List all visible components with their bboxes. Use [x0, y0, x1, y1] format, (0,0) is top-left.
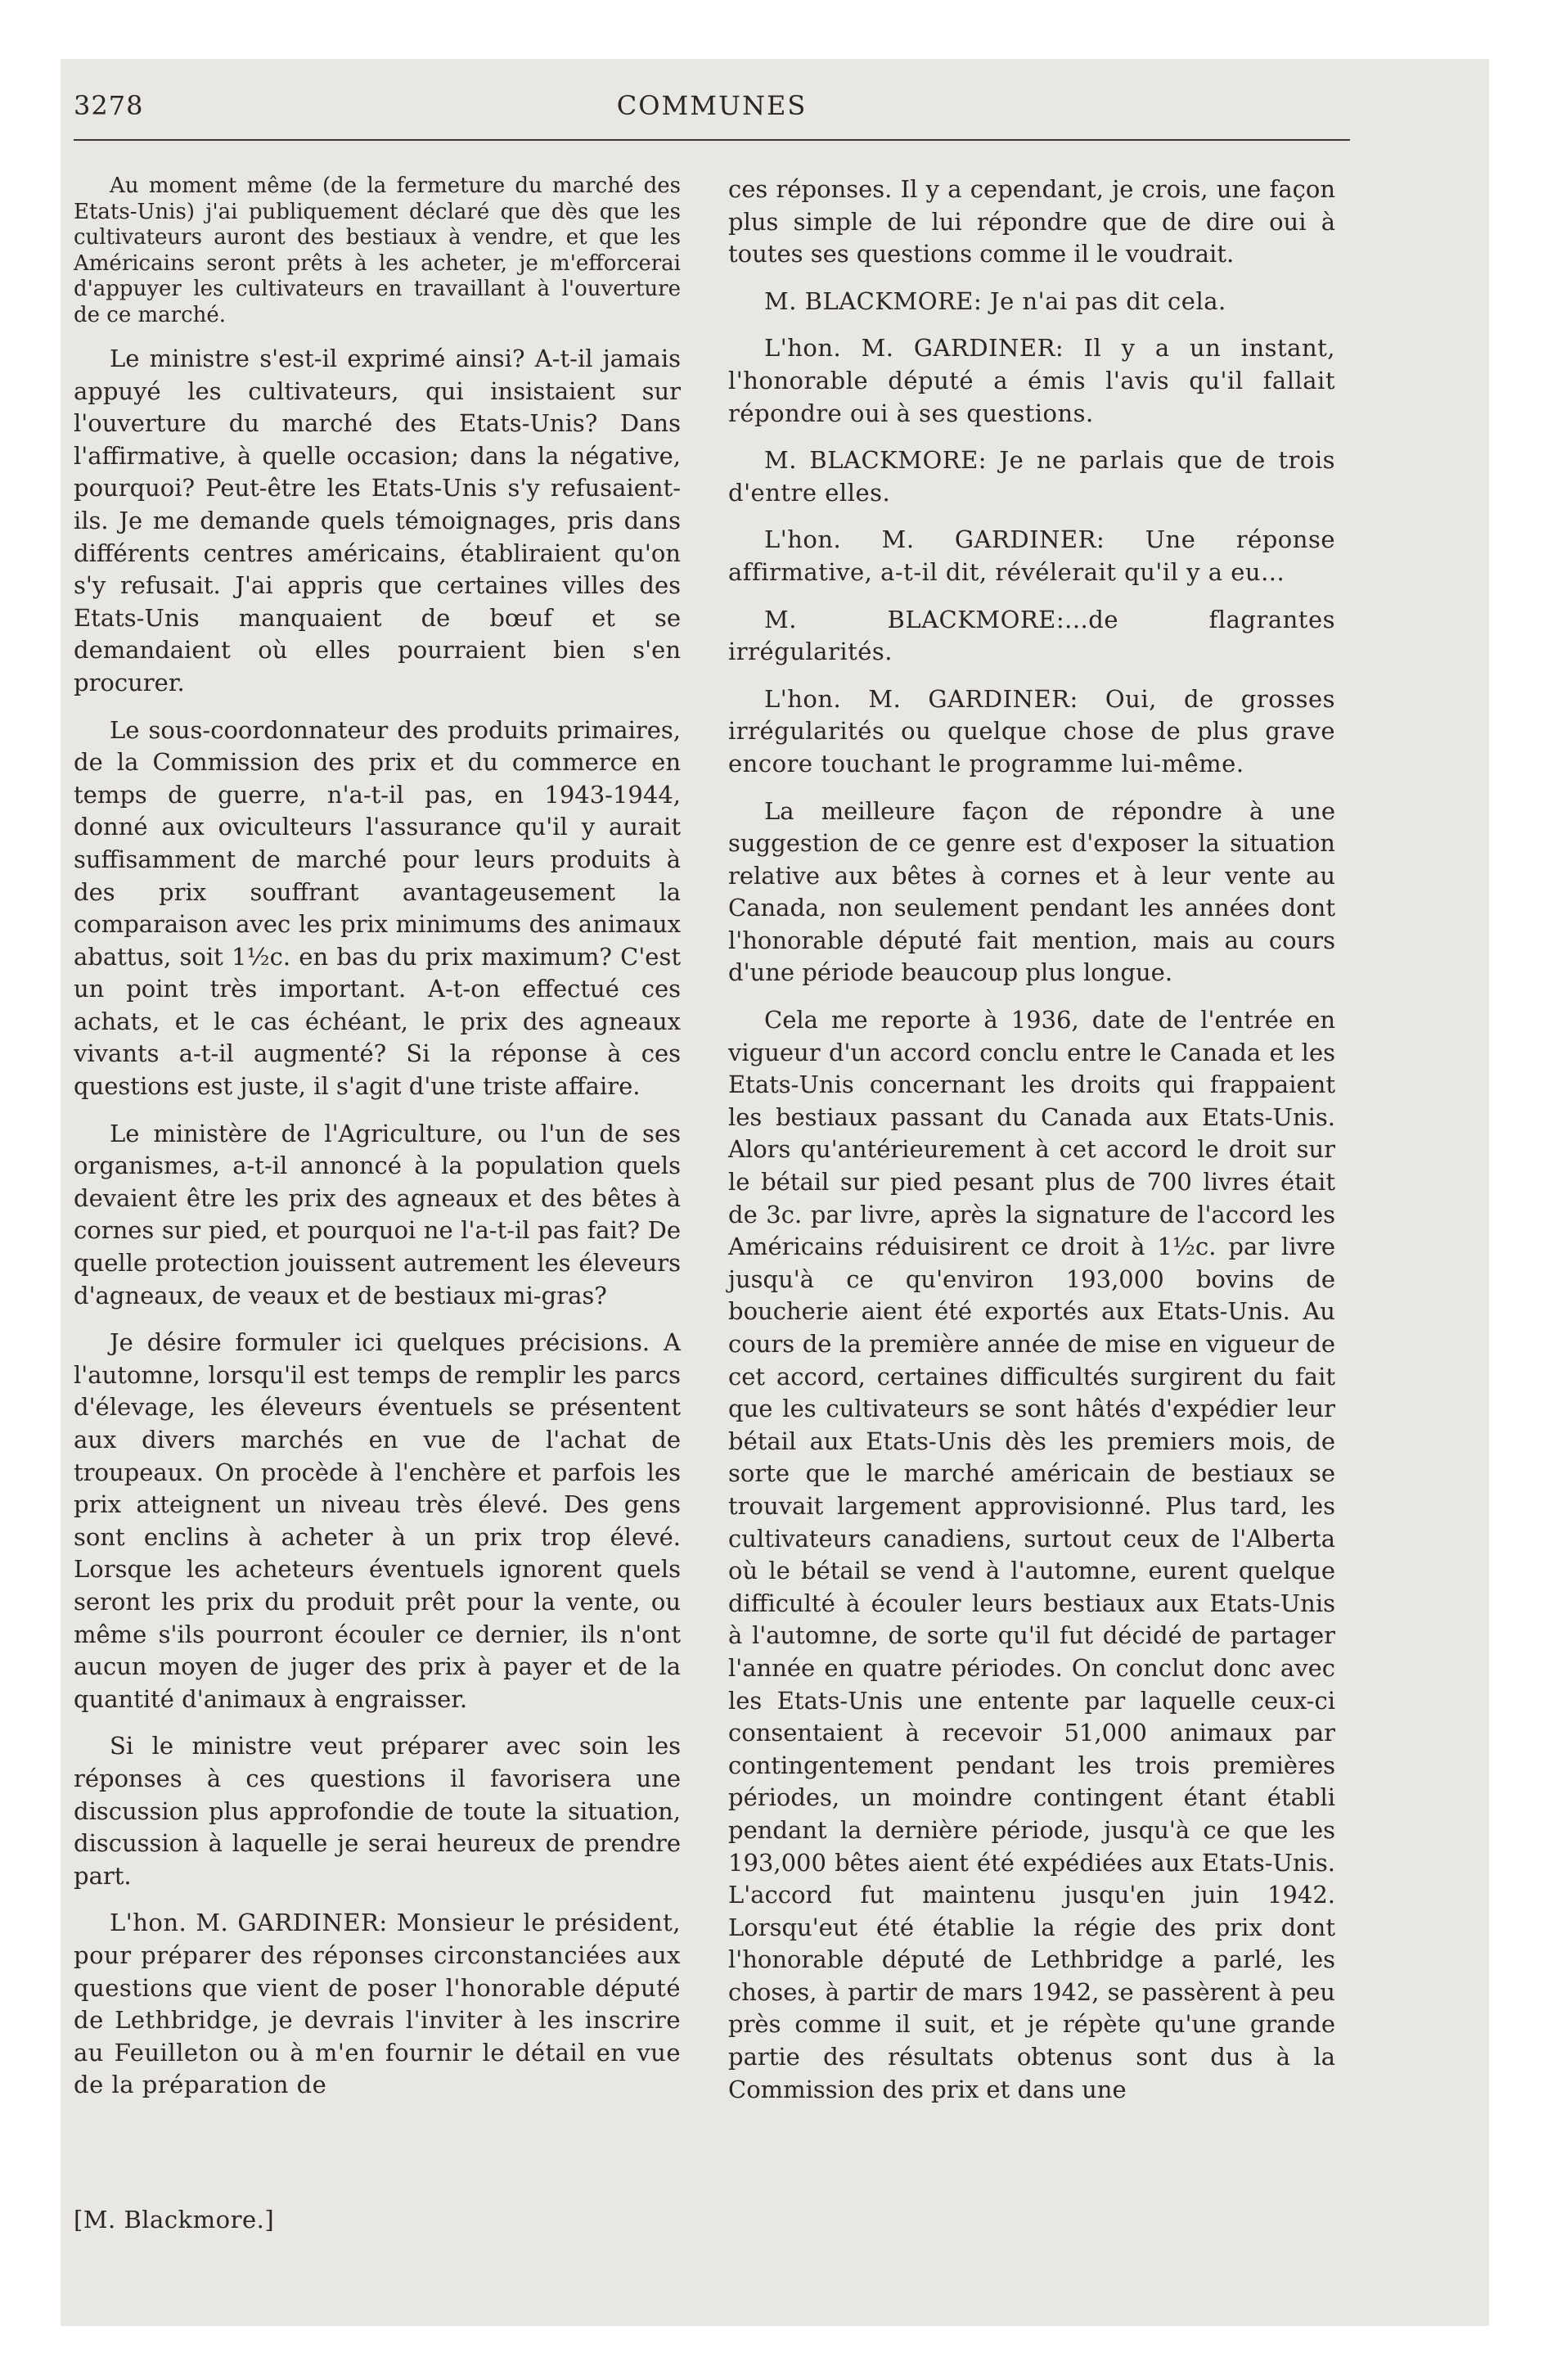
paragraph-quoted-statement: Au moment même (de la fermeture du marché des Etats-Unis) j'ai publiquement déclaré que dès que les cultivateurs auront des bestiaux à vendre, et que les Américains seront prêts à les acheter, je m'efforcerai d'appuyer les cultivateurs en travaillant à l'ouverture de ce marché.	[74, 174, 681, 327]
paragraph: ces réponses. Il y a cependant, je crois, une façon plus simple de lui répondre que de dire oui à toutes ses questions comme il le voudrait.	[728, 175, 1335, 268]
paragraph: Si le ministre veut préparer avec soin les réponses à ces questions il favorisera une discussion plus approfondie de toute la situation, discussion à laquelle je serai heureux de prendre part.	[74, 1732, 681, 1890]
speaker-attribution: [M. Blackmore.]	[74, 2206, 275, 2234]
paragraph-speech: L'hon. M. GARDINER: Oui, de grosses irrégularités ou quelque chose de plus grave encore touchant le programme lui-même.	[728, 684, 1335, 778]
paragraph: Le ministère de l'Agriculture, ou l'un de ses organismes, a-t-il annoncé à la population quels devaient être les prix des agneaux et des bêtes à cornes sur pied, et pourquoi ne l'a-t-il pas fait? De quelle protection jouissent autrement les éleveurs d'agneaux, de veaux et de bestiaux mi-gras?	[74, 1119, 681, 1309]
paragraph-speech: M. BLACKMORE: Je n'ai pas dit cela.	[764, 286, 1226, 315]
paragraph-speech: L'hon. M. GARDINER: Il y a un instant, l'honorable député a émis l'avis qu'il fallait répondre oui à ses questions.	[728, 334, 1335, 427]
left-column	[74, 174, 681, 2116]
paragraph: Je désire formuler ici quelques précisions. A l'automne, lorsqu'il est temps de remplir les parcs d'élevage, les éleveurs éventuels se présentent aux divers marchés en vue de l'achat de troupeaux. On procède à l'enchère et parfois les prix atteignent un niveau très élevé. Des gens sont enclins à acheter à un prix trop élevé. Lorsque les acheteurs éventuels ignorent quels seront les prix du produit prêt pour la vente, ou même s'ils pourront écouler ce dernier, ils n'ont aucun moyen de juger des prix à payer et de la quantité d'animaux à engraisser.	[74, 1328, 681, 1713]
header-rule	[74, 139, 1350, 141]
paragraph-speech: M. BLACKMORE:...de flagrantes irrégularités.	[728, 605, 1335, 666]
paragraph: Cela me reporte à 1936, date de l'entrée en vigueur d'un accord conclu entre le Canada et les Etats-Unis concernant les droits qui frappaient les bestiaux passant du Canada aux Etats-Unis. Alors qu'antérieurement à cet accord le droit sur le bétail sur pied pesant plus de 700 livres était de 3c. par livre, après la signature de l'accord les Américains réduisirent ce droit à 1½c. par livre jusqu'à ce qu'environ 193,000 bovins de boucherie aient été exportés aux Etats-Unis. Au cours de la première année de mise en vigueur de cet accord, certaines difficultés surgirent du fait que les cultivateurs se sont hâtés d'expédier leur bétail aux Etats-Unis dès les premiers mois, de sorte que le marché américain de bestiaux se trouvait largement approvisionné. Plus tard, les cultivateurs canadiens, surtout ceux de l'Alberta où le bétail se vend à l'automne, eurent quelque difficulté à écouler leurs bestiaux aux Etats-Unis à l'automne, de sorte qu'il fut décidé de partager l'année en quatre périodes. On conclut donc avec les Etats-Unis une entente par laquelle ceux-ci consentaient à recevoir 51,000 animaux par contingentement pendant les trois premières périodes, un moindre contingent étant établi pendant la dernière période, jusqu'à ce que les 193,000 bêtes aient été expédiées aux Etats-Unis. L'accord fut maintenu jusqu'en juin 1942. Lorsqu'eut été établie la régie des prix dont l'honorable député de Lethbridge a parlé, les choses, à partir de mars 1942, se passèrent à peu près comme il suit, et je répète qu'une grande partie des résultats obtenus sont dus à la Commission des prix et dans une	[728, 1006, 1335, 2103]
paragraph-speech: M. BLACKMORE: Je ne parlais que de trois d'entre elles.	[728, 446, 1335, 507]
paragraph: Le sous-coordonnateur des produits primaires, de la Commission des prix et du commerce en temps de guerre, n'a-t-il pas, en 1943-1944, donné aux oviculteurs l'assurance qu'il y aurait suffisamment de marché pour leurs produits à des prix souffrant avantageusement la comparaison avec les prix minimums des animaux abattus, soit 1½c. en bas du prix maximum? C'est un point très important. A-t-on effectué ces achats, et le cas échéant, le prix des agneaux vivants a-t-il augmenté? Si la réponse à ces questions est juste, il s'agit d'une triste affaire.	[74, 715, 681, 1101]
paragraph-speech: L'hon. M. GARDINER: Monsieur le président, pour préparer des réponses circonstanciées aux questions que vient de poser l'honorable député de Lethbridge, je devrais l'inviter à les inscrire au Feuilleton ou à m'en fournir le détail en vue de la préparation de	[74, 1909, 681, 2099]
paragraph: Le ministre s'est-il exprimé ainsi? A-t-il jamais appuyé les cultivateurs, qui insistaient sur l'ouverture du marché des Etats-Unis? Dans l'affirmative, à quelle occasion; dans la négative, pourquoi? Peut-être les Etats-Unis s'y refusaient-ils. Je me demande quels témoignages, pris dans différents centres américains, établiraient qu'on s'y refusait. J'ai appris que certaines villes des Etats-Unis manquaient de bœuf et se demandaient où elles pourraient bien s'en procurer.	[74, 345, 681, 696]
paragraph: La meilleure façon de répondre à une suggestion de ce genre est d'exposer la situation relative aux bêtes à cornes et à leur vente au Canada, non seulement pendant les années dont l'honorable député fait mention, mais au cours d'une période beaucoup plus longue.	[728, 796, 1335, 987]
section-title: COMMUNES	[616, 90, 808, 121]
page-header	[74, 90, 1350, 133]
page-number: 3278	[74, 90, 144, 121]
paragraph-speech: L'hon. M. GARDINER: Une réponse affirmative, a-t-il dit, révélerait qu'il y a eu...	[728, 525, 1335, 586]
right-column	[728, 174, 1335, 2121]
